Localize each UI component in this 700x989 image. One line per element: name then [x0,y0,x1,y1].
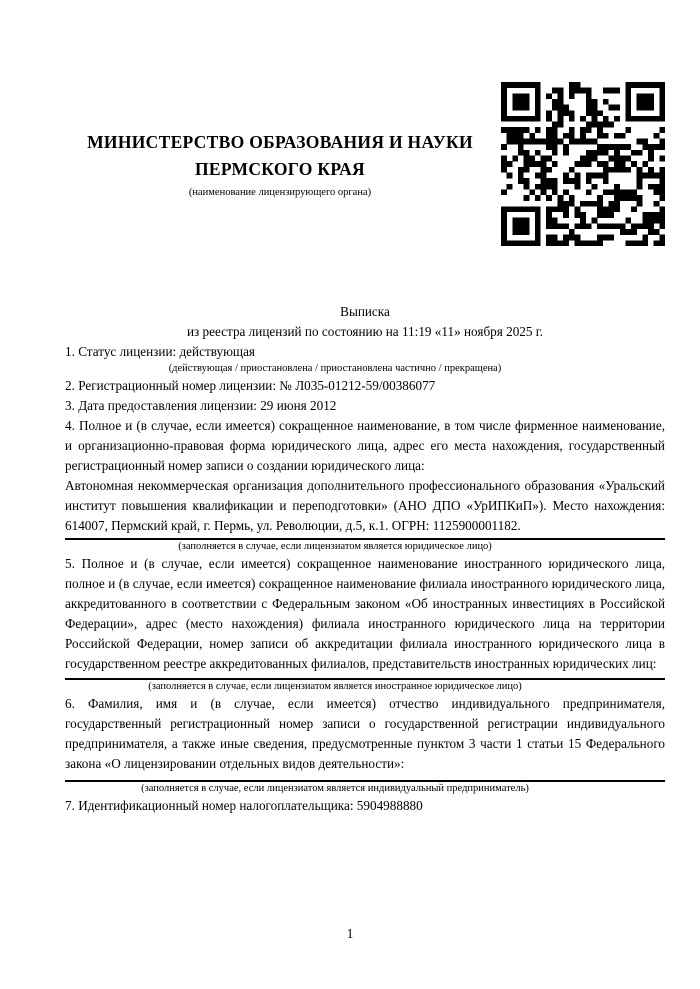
item-registration-number: 2. Регистрационный номер лицензии: № Л035-01212-59/00386077 [65,378,436,393]
ministry-name-line1: МИНИСТЕРСТВО ОБРАЗОВАНИЯ И НАУКИ [87,132,473,152]
document-header [65,82,665,246]
document-title-line1: Выписка [340,304,390,319]
licensing-authority-caption: (наименование лицензирующего органа) [188,187,372,198]
qr-code-svg [501,82,665,246]
foreign-entity-note: (заполняется в случае, если лицензиатом является иностранное юридическое лицо) [148,681,522,692]
legal-entity-note: (заполняется в случае, если лицензиатом является юридическое лицо) [178,541,492,552]
item-license-grant-date: 3. Дата предоставления лицензии: 29 июня 2012 [65,398,337,413]
document-title [65,302,665,342]
license-status-note: (действующая / приостановлена / приостановлена частично / прекращена) [168,363,502,374]
item-legal-entity [65,416,665,554]
document-title-line2: из реестра лицензий по состоянию на 11:19 «11» ноября 2025 г. [186,324,544,339]
item-license-status [65,342,665,376]
entrepreneur-note: (заполняется в случае, если лицензиатом является индивидуальный предприниматель) [141,783,529,794]
qr-code [501,82,665,246]
legal-entity-field-label: 4. Полное и (в случае, если имеется) сокращенное наименование, в том числе фирменное наименование, и организационно-правовая форма юридического лица, адрес его места нахождения, государственный регистрационный номер записи о создании юридического лица: [65,418,665,473]
foreign-entity-field-label: 5. Полное и (в случае, если имеется) сокращенное наименование иностранного юридического лица, полное и (в случае, если имеется) сокращенное наименование филиала иностранного юридического лица, аккредитованного в соответствии с Федеральным законом «Об иностранных инвестициях в Российской Федерации», адрес (место нахождения) филиала иностранного юридического лица на территории Российской Федерации, номер записи об аккредитации филиала иностранного юридического лица в государственном реестре аккредитованных филиалов, представительств иностранных юридических лиц: [65,556,665,671]
item-taxpayer-id: 7. Идентификационный номер налогоплательщика: 5904988880 [65,798,423,813]
licensing-authority-block [65,129,495,199]
ministry-name-line2: ПЕРМСКОГО КРАЯ [195,159,365,179]
license-status-label: 1. Статус лицензии: действующая [65,344,256,359]
entrepreneur-field-label: 6. Фамилия, имя и (в случае, если имеется) отчество индивидуального предпринимателя, государственный регистрационный номер записи о государственной регистрации индивидуального предпринимателя, а также иные сведения, предусмотренные пунктом 3 части 1 статьи 15 Федерального закона «О лицензировании отдельных видов деятельности»: [65,696,665,771]
page-number: 1 [346,926,354,941]
item-individual-entrepreneur [65,694,665,796]
item-foreign-entity [65,554,665,694]
legal-entity-value: Автономная некоммерческая организация дополнительного профессионального образования «Уральский институт повышения квалификации и переподготовки» (АНО ДПО «УрИПКиП»). Место нахождения: 614007, Пермский край, г. Пермь, ул. Революции, д.5, к.1. ОГРН: 1125900001182. [65,478,665,533]
